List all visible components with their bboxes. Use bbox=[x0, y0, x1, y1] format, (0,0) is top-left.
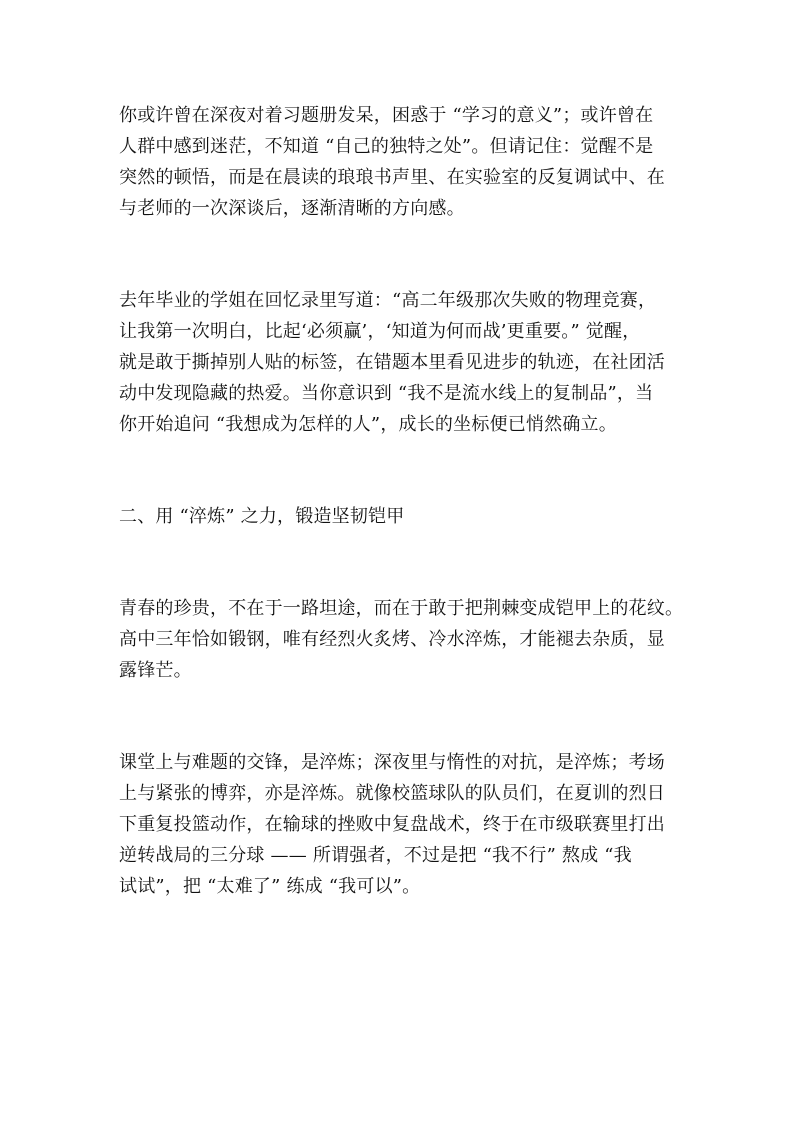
text-line: 你开始追问 “我想成为怎样的人”，成长的坐标便已悄然确立。 bbox=[119, 414, 617, 435]
text-line: 试试”，把 “太难了” 练成 “我可以”。 bbox=[119, 876, 421, 897]
paragraph-spacer bbox=[119, 224, 677, 285]
text-line: 逆转战局的三分球 —— 所谓强者，不过是把 “我不行” 熬成 “我 bbox=[119, 845, 632, 866]
paragraph-tempering bbox=[119, 747, 677, 902]
paragraph-youth-value bbox=[119, 593, 684, 686]
text-line: 让我第一次明白，比起‘必须赢’，‘知道为何而战’更重要。” 觉醒， bbox=[119, 321, 641, 342]
paragraph-spacer bbox=[119, 440, 677, 501]
text-line: 下重复投篮动作，在输球的挫败中复盘战术，终于在市级联赛里打出 bbox=[119, 814, 665, 835]
paragraph-senior-memoir bbox=[119, 285, 677, 440]
paragraph-spacer bbox=[119, 686, 677, 747]
text-line: 突然的顿悟，而是在晨读的琅琅书声里、在实验室的反复调试中、在 bbox=[119, 167, 665, 188]
paragraph-spacer bbox=[119, 532, 677, 593]
text-line: 课堂上与难题的交锋，是淬炼；深夜里与惰性的对抗，是淬炼；考场 bbox=[119, 752, 665, 773]
text-line: 与老师的一次深谈后，逐渐清晰的方向感。 bbox=[119, 198, 465, 219]
text-line: 露锋芒。 bbox=[119, 660, 192, 681]
text-line: 就是敢于撕掉别人贴的标签，在错题本里看见进步的轨迹，在社团活 bbox=[119, 352, 665, 373]
text-line: 高中三年恰如锻钢，唯有经烈火炙烤、冷水淬炼，才能褪去杂质，显 bbox=[119, 629, 665, 650]
document-body bbox=[119, 100, 684, 902]
text-line: 你或许曾在深夜对着习题册发呆，困惑于 “学习的意义”；或许曾在 bbox=[119, 105, 654, 126]
paragraph-awakening-intro bbox=[119, 100, 677, 224]
text-line: 去年毕业的学姐在回忆录里写道：“高二年级那次失败的物理竞赛， bbox=[119, 290, 657, 311]
text-line: 动中发现隐藏的热爱。当你意识到 “我不是流水线上的复制品”，当 bbox=[119, 383, 654, 404]
section-heading: 二、用 “淬炼” 之力，锻造坚韧铠甲 bbox=[119, 506, 405, 527]
text-line: 人群中感到迷茫，不知道 “自己的独特之处”。但请记住：觉醒不是 bbox=[119, 136, 654, 157]
text-line: 上与紧张的博弈，亦是淬炼。就像校篮球队的队员们，在夏训的烈日 bbox=[119, 783, 665, 804]
text-line: 青春的珍贵，不在于一路坦途，而在于敢于把荆棘变成铠甲上的花纹。 bbox=[119, 598, 684, 619]
